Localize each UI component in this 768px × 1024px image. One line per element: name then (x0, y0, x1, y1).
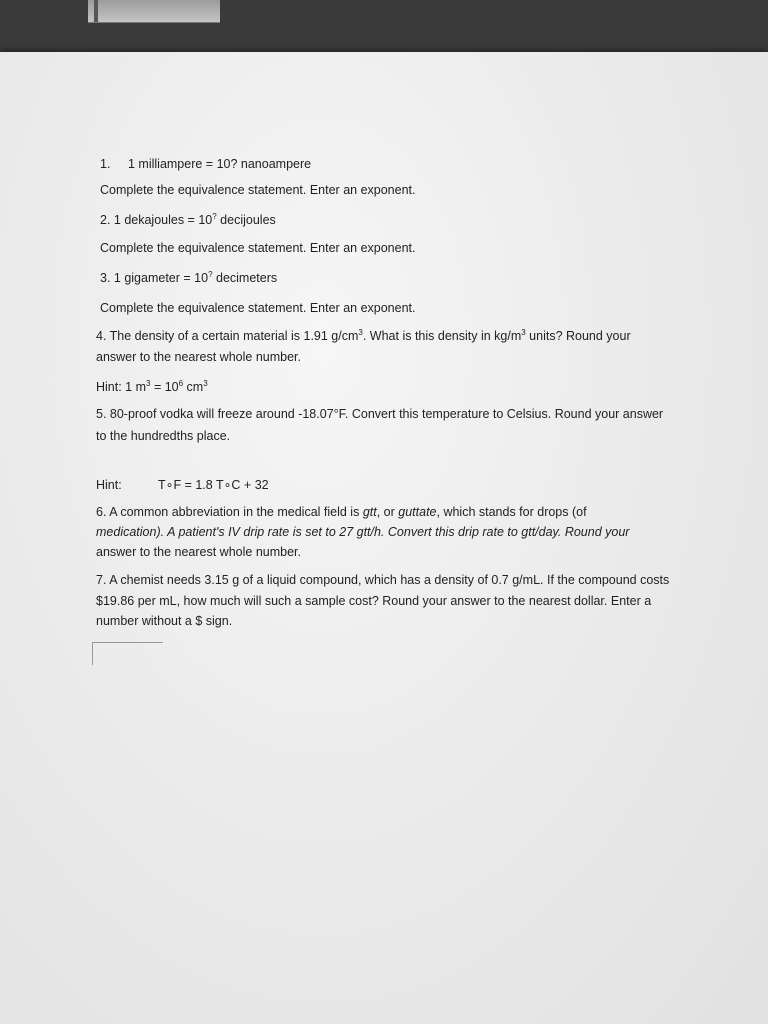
question-6-line-2: medication). A patient's IV drip rate is set to 27 gtt/h. Convert this drip rate to gtt/day. Round your (96, 525, 630, 539)
question-6-line-1: 6. A common abbreviation in the medical field is gtt, or guttate, which stands for drops (of (96, 505, 587, 519)
question-5-line-1: 5. 80-proof vodka will freeze around -18.07°F. Convert this temperature to Celsius. Round your answer (96, 407, 664, 421)
question-1-text: 1 milliampere = 10? nanoampere (128, 157, 312, 171)
question-4-line-1: 4. The density of a certain material is 1.91 $g/cm^3$. What is this density in $kg/m^3$ units? Round your (96, 327, 631, 343)
question-1-instruction: Complete the equivalence statement. Enter an exponent. (100, 183, 416, 197)
question-6-line-3: answer to the nearest whole number. (96, 545, 301, 559)
question-5-line-2: to the hundredths place. (96, 429, 231, 443)
question-3-exponent: ? (208, 269, 213, 279)
worksheet-page (0, 52, 768, 1024)
question-1-number: 1. (100, 157, 111, 171)
binder-clip (88, 0, 220, 23)
answer-input-box[interactable] (92, 642, 163, 665)
question-7-line-2: $19.86 per mL, how much will such a sample cost? Round your answer to the nearest dollar. Enter a (96, 594, 652, 608)
question-3-instruction: Complete the equivalence statement. Enter an exponent. (100, 301, 416, 315)
hint-formula: T∘F = 1.8 T∘C + 32 (158, 478, 269, 492)
question-7-line-1: 7. A chemist needs 3.15 g of a liquid compound, which has a density of 0.7 g/mL. If the compound costs (96, 573, 670, 587)
question-2-instruction: Complete the equivalence statement. Enter an exponent. (100, 241, 416, 255)
question-3-statement: 3. 1 gigameter = 10? decimeters (100, 269, 278, 285)
question-5-hint (96, 475, 269, 495)
question-4-line-2: answer to the nearest whole number. (96, 350, 301, 364)
hint-label: Hint: (96, 478, 122, 492)
question-2-statement: 2. 1 dekajoules = 10? decijoules (100, 211, 276, 227)
question-7-line-3: number without a $ sign. (96, 614, 233, 628)
question-2-exponent: ? (212, 211, 217, 221)
question-4-hint: Hint: 1 $m^3 = 10^6$ $cm^3$ (96, 378, 208, 394)
question-1-statement (100, 154, 311, 174)
